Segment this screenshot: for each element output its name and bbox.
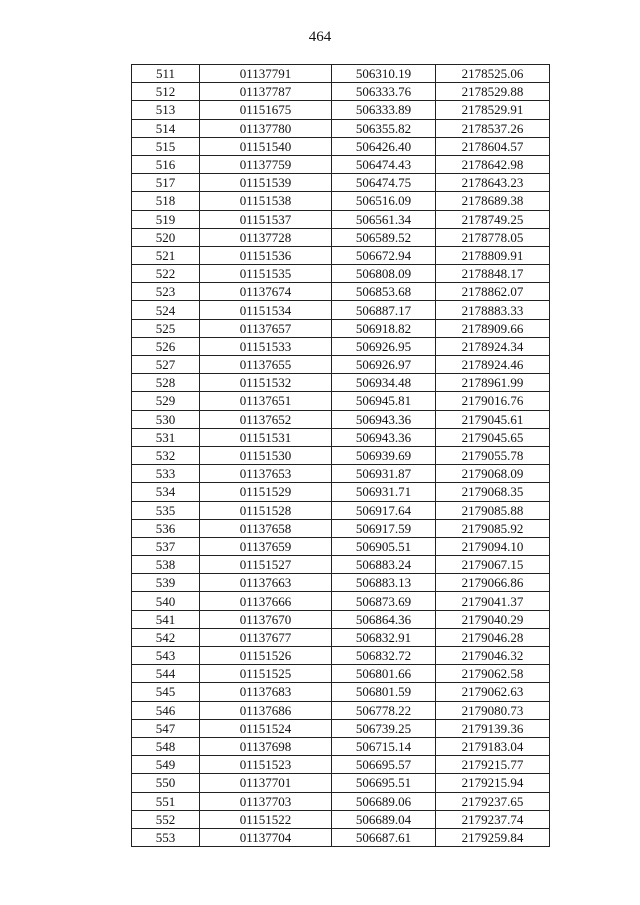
point-number-cell: 527 [132,356,200,374]
x-coordinate-cell: 506426.40 [332,137,436,155]
x-coordinate-cell: 506695.51 [332,774,436,792]
x-coordinate-cell: 506832.91 [332,628,436,646]
table-row [132,228,550,246]
y-coordinate-cell: 2178924.46 [436,356,550,374]
table-row [132,446,550,464]
y-coordinate-cell: 2178529.88 [436,83,550,101]
point-id-cell: 01137701 [200,774,332,792]
point-number-cell: 550 [132,774,200,792]
x-coordinate-cell: 506943.36 [332,428,436,446]
point-id-cell: 01151532 [200,374,332,392]
y-coordinate-cell: 2179055.78 [436,446,550,464]
table-row [132,701,550,719]
point-number-cell: 547 [132,719,200,737]
table-row [132,83,550,101]
table-row [132,774,550,792]
point-number-cell: 531 [132,428,200,446]
point-number-cell: 521 [132,246,200,264]
x-coordinate-cell: 506934.48 [332,374,436,392]
point-id-cell: 01137663 [200,574,332,592]
x-coordinate-cell: 506672.94 [332,246,436,264]
table-row [132,610,550,628]
point-number-cell: 535 [132,501,200,519]
y-coordinate-cell: 2179066.86 [436,574,550,592]
x-coordinate-cell: 506589.52 [332,228,436,246]
x-coordinate-cell: 506864.36 [332,610,436,628]
point-id-cell: 01151529 [200,483,332,501]
y-coordinate-cell: 2179068.09 [436,465,550,483]
x-coordinate-cell: 506778.22 [332,701,436,719]
x-coordinate-cell: 506926.95 [332,337,436,355]
y-coordinate-cell: 2179080.73 [436,701,550,719]
point-id-cell: 01137657 [200,319,332,337]
x-coordinate-cell: 506687.61 [332,828,436,846]
point-number-cell: 551 [132,792,200,810]
coordinates-table-body [132,65,550,847]
x-coordinate-cell: 506689.04 [332,810,436,828]
x-coordinate-cell: 506474.43 [332,155,436,173]
x-coordinate-cell: 506561.34 [332,210,436,228]
y-coordinate-cell: 2178604.57 [436,137,550,155]
x-coordinate-cell: 506887.17 [332,301,436,319]
x-coordinate-cell: 506355.82 [332,119,436,137]
y-coordinate-cell: 2178643.23 [436,174,550,192]
point-number-cell: 518 [132,192,200,210]
point-number-cell: 540 [132,592,200,610]
y-coordinate-cell: 2178689.38 [436,192,550,210]
table-row [132,210,550,228]
point-id-cell: 01151534 [200,301,332,319]
y-coordinate-cell: 2178642.98 [436,155,550,173]
table-row [132,574,550,592]
point-number-cell: 512 [132,83,200,101]
x-coordinate-cell: 506931.71 [332,483,436,501]
x-coordinate-cell: 506918.82 [332,319,436,337]
point-id-cell: 01151538 [200,192,332,210]
table-row [132,356,550,374]
table-row [132,556,550,574]
point-number-cell: 538 [132,556,200,574]
x-coordinate-cell: 506917.59 [332,519,436,537]
x-coordinate-cell: 506801.59 [332,683,436,701]
x-coordinate-cell: 506715.14 [332,737,436,755]
table-row [132,374,550,392]
table-row [132,810,550,828]
table-row [132,756,550,774]
point-id-cell: 01137653 [200,465,332,483]
point-number-cell: 526 [132,337,200,355]
table-row [132,155,550,173]
y-coordinate-cell: 2178809.91 [436,246,550,264]
x-coordinate-cell: 506310.19 [332,65,436,83]
x-coordinate-cell: 506945.81 [332,392,436,410]
point-id-cell: 01137674 [200,283,332,301]
point-number-cell: 549 [132,756,200,774]
point-number-cell: 532 [132,446,200,464]
point-number-cell: 528 [132,374,200,392]
y-coordinate-cell: 2178778.05 [436,228,550,246]
point-number-cell: 541 [132,610,200,628]
table-row [132,65,550,83]
y-coordinate-cell: 2179045.61 [436,410,550,428]
y-coordinate-cell: 2179139.36 [436,719,550,737]
point-id-cell: 01151522 [200,810,332,828]
table-row [132,537,550,555]
y-coordinate-cell: 2178961.99 [436,374,550,392]
point-number-cell: 536 [132,519,200,537]
point-id-cell: 01151535 [200,265,332,283]
y-coordinate-cell: 2178862.07 [436,283,550,301]
x-coordinate-cell: 506931.87 [332,465,436,483]
table-row [132,665,550,683]
y-coordinate-cell: 2179215.94 [436,774,550,792]
point-id-cell: 01151524 [200,719,332,737]
table-row [132,792,550,810]
table-row [132,174,550,192]
x-coordinate-cell: 506695.57 [332,756,436,774]
x-coordinate-cell: 506943.36 [332,410,436,428]
table-row [132,647,550,665]
x-coordinate-cell: 506333.76 [332,83,436,101]
y-coordinate-cell: 2179068.35 [436,483,550,501]
point-id-cell: 01151539 [200,174,332,192]
point-id-cell: 01151526 [200,647,332,665]
point-id-cell: 01151533 [200,337,332,355]
x-coordinate-cell: 506905.51 [332,537,436,555]
point-id-cell: 01137659 [200,537,332,555]
table-row [132,501,550,519]
y-coordinate-cell: 2178529.91 [436,101,550,119]
point-id-cell: 01137677 [200,628,332,646]
point-number-cell: 513 [132,101,200,119]
point-number-cell: 552 [132,810,200,828]
table-row [132,592,550,610]
point-number-cell: 542 [132,628,200,646]
table-row [132,519,550,537]
table-row [132,628,550,646]
point-number-cell: 548 [132,737,200,755]
point-id-cell: 01151525 [200,665,332,683]
table-row [132,683,550,701]
point-number-cell: 514 [132,119,200,137]
x-coordinate-cell: 506926.97 [332,356,436,374]
y-coordinate-cell: 2179062.63 [436,683,550,701]
table-row [132,246,550,264]
table-row [132,410,550,428]
point-id-cell: 01137670 [200,610,332,628]
y-coordinate-cell: 2179085.92 [436,519,550,537]
point-id-cell: 01137655 [200,356,332,374]
y-coordinate-cell: 2179215.77 [436,756,550,774]
table-row [132,392,550,410]
x-coordinate-cell: 506689.06 [332,792,436,810]
y-coordinate-cell: 2179085.88 [436,501,550,519]
point-number-cell: 517 [132,174,200,192]
point-id-cell: 01151537 [200,210,332,228]
table-row [132,337,550,355]
y-coordinate-cell: 2178537.26 [436,119,550,137]
x-coordinate-cell: 506873.69 [332,592,436,610]
point-id-cell: 01137704 [200,828,332,846]
point-number-cell: 534 [132,483,200,501]
point-id-cell: 01137666 [200,592,332,610]
point-id-cell: 01137728 [200,228,332,246]
point-number-cell: 544 [132,665,200,683]
table-row [132,465,550,483]
x-coordinate-cell: 506474.75 [332,174,436,192]
point-id-cell: 01151528 [200,501,332,519]
point-id-cell: 01137698 [200,737,332,755]
table-row [132,428,550,446]
point-id-cell: 01151530 [200,446,332,464]
y-coordinate-cell: 2179237.74 [436,810,550,828]
point-number-cell: 520 [132,228,200,246]
point-id-cell: 01137759 [200,155,332,173]
y-coordinate-cell: 2178749.25 [436,210,550,228]
y-coordinate-cell: 2179016.76 [436,392,550,410]
x-coordinate-cell: 506832.72 [332,647,436,665]
coordinates-table [131,64,550,847]
point-id-cell: 01151536 [200,246,332,264]
table-row [132,283,550,301]
table-row [132,119,550,137]
point-number-cell: 522 [132,265,200,283]
table-row [132,192,550,210]
y-coordinate-cell: 2178883.33 [436,301,550,319]
y-coordinate-cell: 2179237.65 [436,792,550,810]
x-coordinate-cell: 506917.64 [332,501,436,519]
y-coordinate-cell: 2179040.29 [436,610,550,628]
point-id-cell: 01151675 [200,101,332,119]
point-id-cell: 01137652 [200,410,332,428]
y-coordinate-cell: 2179046.32 [436,647,550,665]
point-number-cell: 543 [132,647,200,665]
y-coordinate-cell: 2178924.34 [436,337,550,355]
point-number-cell: 545 [132,683,200,701]
point-number-cell: 529 [132,392,200,410]
point-id-cell: 01137651 [200,392,332,410]
y-coordinate-cell: 2179067.15 [436,556,550,574]
table-row [132,137,550,155]
y-coordinate-cell: 2179041.37 [436,592,550,610]
point-id-cell: 01137703 [200,792,332,810]
point-number-cell: 524 [132,301,200,319]
y-coordinate-cell: 2179094.10 [436,537,550,555]
table-row [132,319,550,337]
point-number-cell: 516 [132,155,200,173]
point-number-cell: 530 [132,410,200,428]
y-coordinate-cell: 2179259.84 [436,828,550,846]
x-coordinate-cell: 506801.66 [332,665,436,683]
point-id-cell: 01137780 [200,119,332,137]
table-row [132,483,550,501]
table-row [132,265,550,283]
point-number-cell: 525 [132,319,200,337]
y-coordinate-cell: 2179183.04 [436,737,550,755]
x-coordinate-cell: 506808.09 [332,265,436,283]
y-coordinate-cell: 2179062.58 [436,665,550,683]
x-coordinate-cell: 506333.89 [332,101,436,119]
point-number-cell: 533 [132,465,200,483]
point-number-cell: 519 [132,210,200,228]
table-row [132,737,550,755]
table-row [132,828,550,846]
table-row [132,101,550,119]
point-id-cell: 01137686 [200,701,332,719]
x-coordinate-cell: 506516.09 [332,192,436,210]
point-number-cell: 511 [132,65,200,83]
point-id-cell: 01151527 [200,556,332,574]
point-id-cell: 01137787 [200,83,332,101]
point-id-cell: 01151523 [200,756,332,774]
point-number-cell: 539 [132,574,200,592]
y-coordinate-cell: 2178909.66 [436,319,550,337]
x-coordinate-cell: 506883.13 [332,574,436,592]
point-id-cell: 01151540 [200,137,332,155]
x-coordinate-cell: 506739.25 [332,719,436,737]
point-number-cell: 546 [132,701,200,719]
point-number-cell: 537 [132,537,200,555]
table-row [132,301,550,319]
point-id-cell: 01151531 [200,428,332,446]
point-number-cell: 515 [132,137,200,155]
point-number-cell: 553 [132,828,200,846]
y-coordinate-cell: 2178848.17 [436,265,550,283]
point-id-cell: 01137683 [200,683,332,701]
x-coordinate-cell: 506939.69 [332,446,436,464]
table-row [132,719,550,737]
y-coordinate-cell: 2179046.28 [436,628,550,646]
y-coordinate-cell: 2179045.65 [436,428,550,446]
x-coordinate-cell: 506883.24 [332,556,436,574]
point-id-cell: 01137791 [200,65,332,83]
point-id-cell: 01137658 [200,519,332,537]
y-coordinate-cell: 2178525.06 [436,65,550,83]
x-coordinate-cell: 506853.68 [332,283,436,301]
point-number-cell: 523 [132,283,200,301]
page-number: 464 [308,29,332,45]
